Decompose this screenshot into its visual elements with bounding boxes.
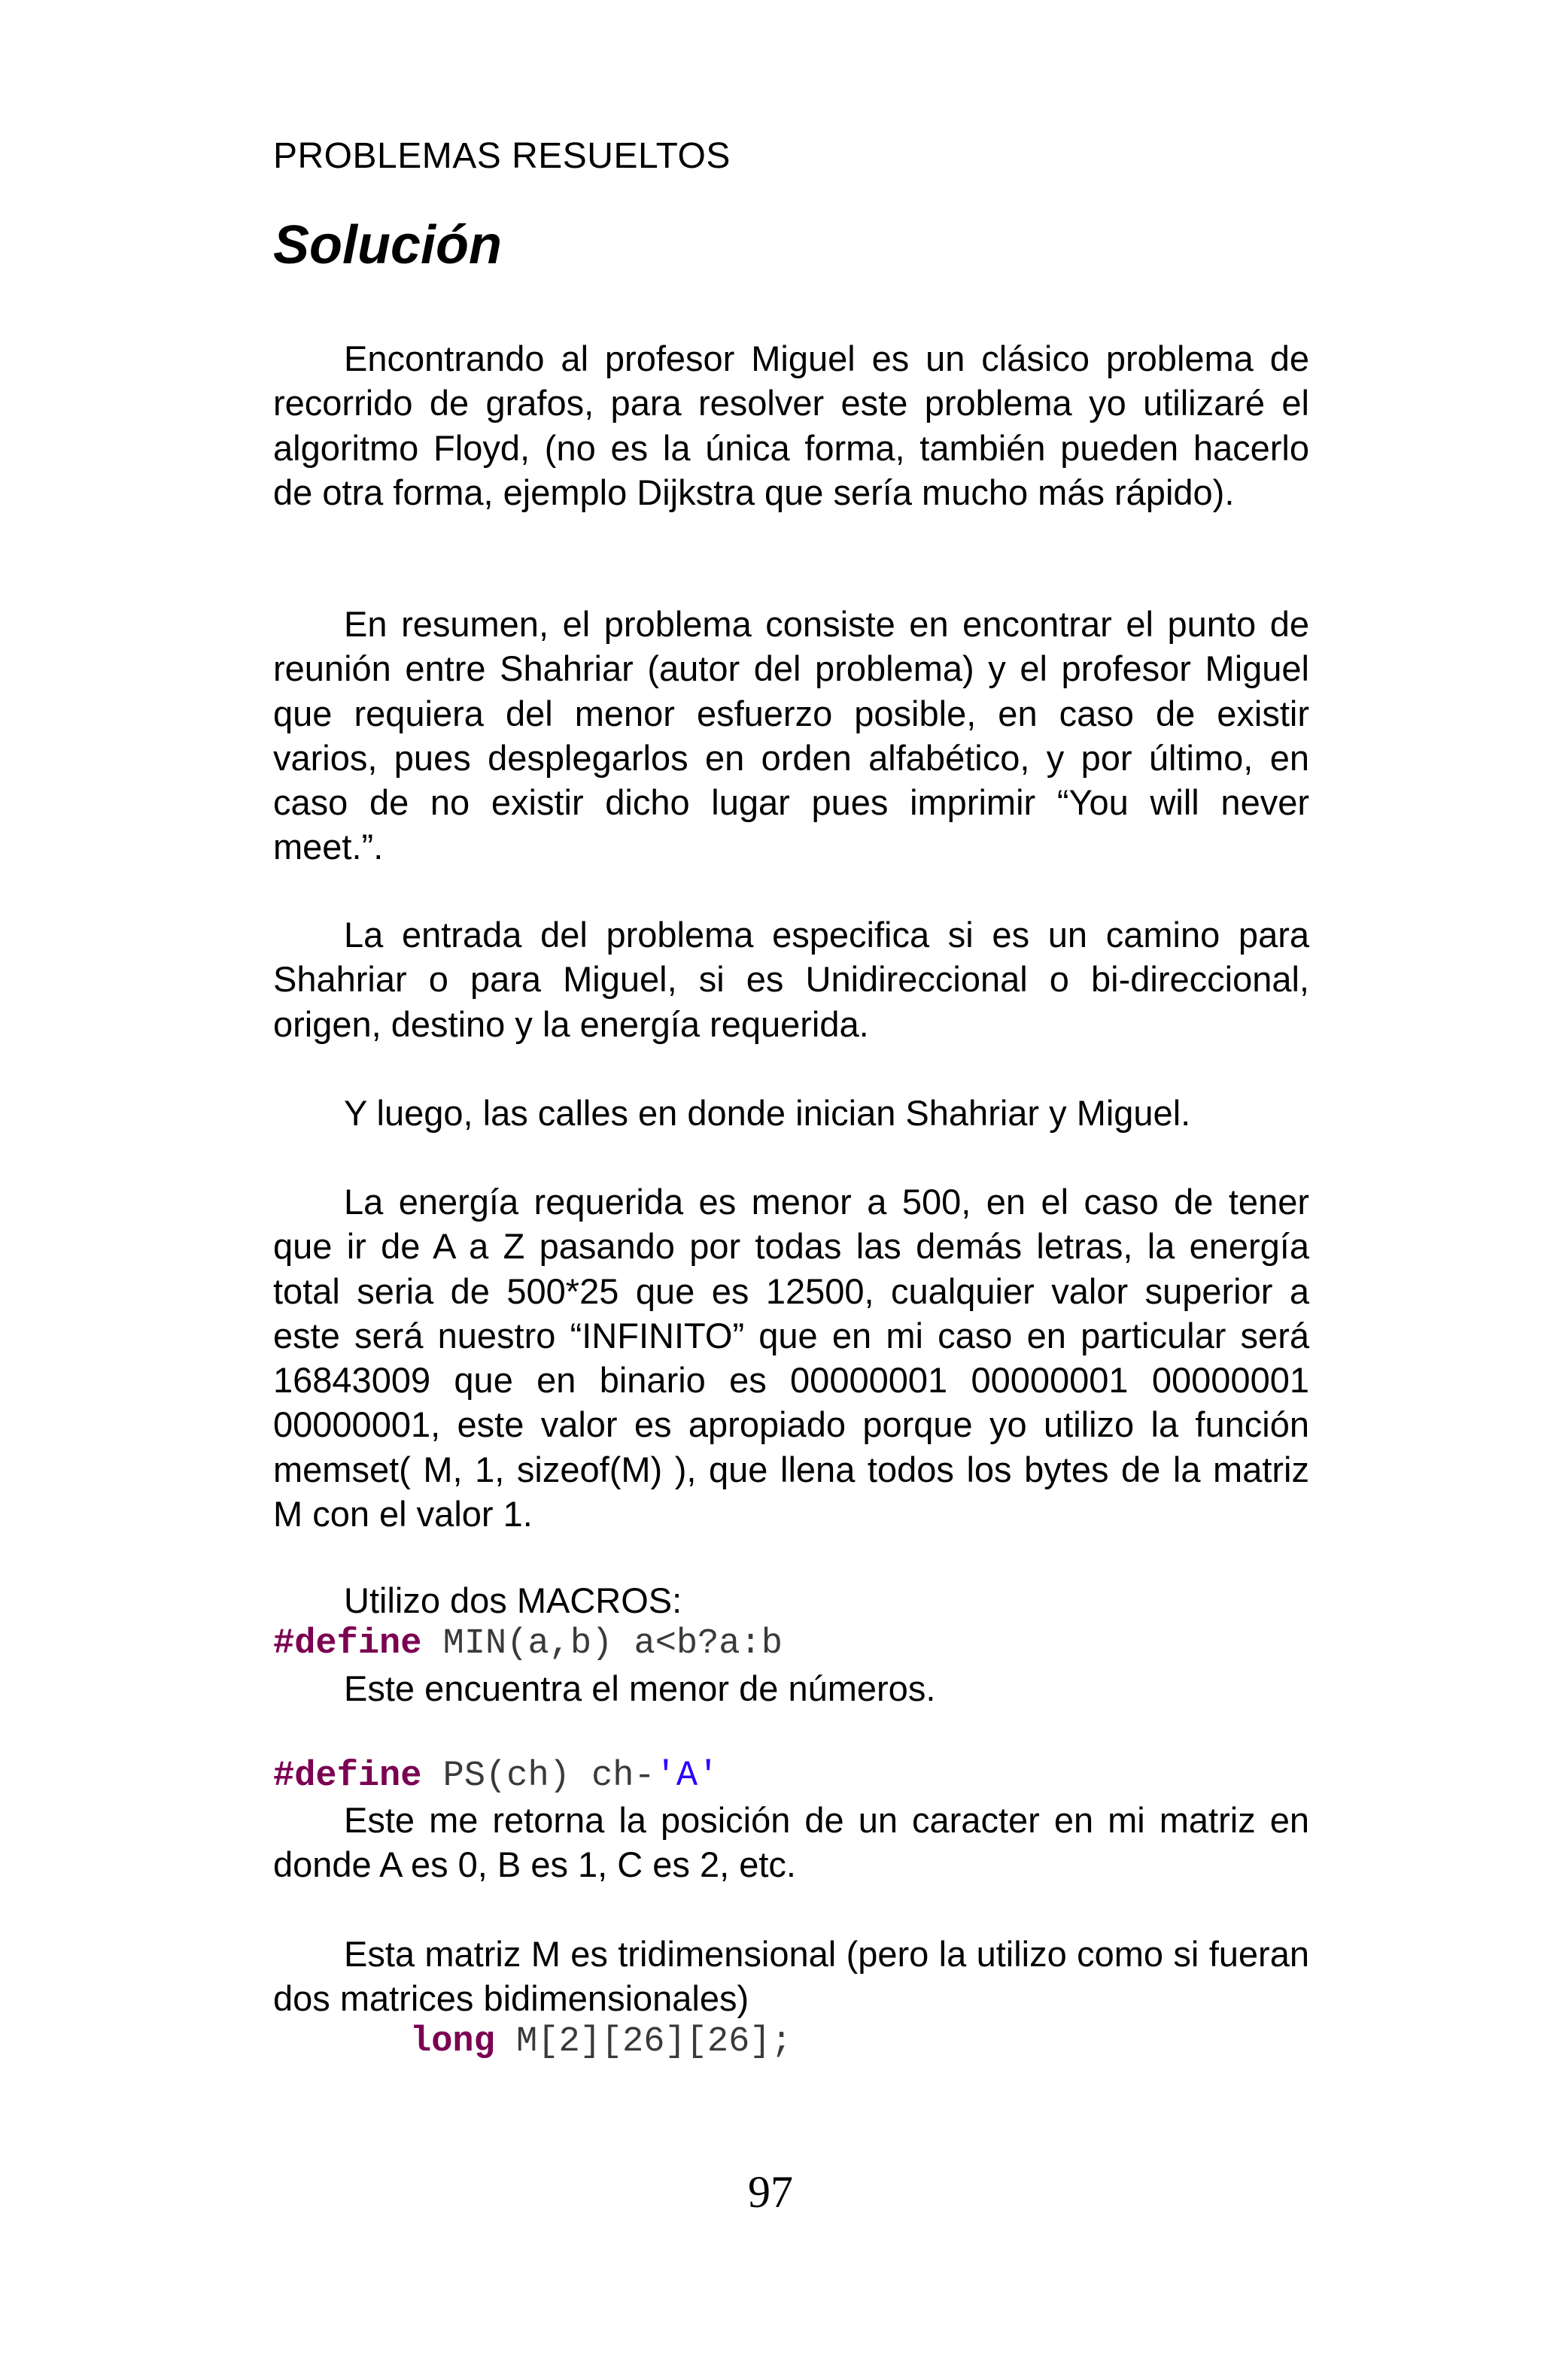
paragraph-streets: Y luego, las calles en donde inician Shahriar y Miguel.: [344, 1093, 1191, 1133]
code-keyword: #define: [273, 1624, 422, 1664]
code-text: M[2][26][26];: [494, 2022, 792, 2062]
paragraph-matrix: Esta matriz M es tridimensional (pero la utilizo como si fueran dos matrices bidimensionales): [273, 1934, 1309, 2019]
paragraph-summary: En resumen, el problema consiste en encontrar el punto de reunión entre Shahriar (autor del problema) y el profesor Miguel que requiera del menor esfuerzo posible, en caso de existir varios, pues desplegarlos en orden alfabético, y por último, en caso de no existir dicho lugar pues imprimir “You will never meet.”.: [273, 604, 1309, 867]
paragraph-intro: Encontrando al profesor Miguel es un clásico problema de recorrido de grafos, para resolver este problema yo utilizaré el algoritmo Floyd, (no es la única forma, también pueden hacerlo de otra forma, ejemplo Dijkstra que sería mucho más rápido).: [273, 338, 1309, 512]
running-header: PROBLEMAS RESUELTOS: [273, 136, 731, 176]
code-matrix-declaration: [410, 2020, 792, 2064]
code-string: 'A': [655, 1756, 719, 1796]
code-text: PS(ch) ch-: [421, 1756, 655, 1796]
paragraph-min-desc: Este encuentra el menor de números.: [344, 1668, 936, 1708]
code-macro-min: [273, 1622, 783, 1666]
paragraph-energy: La energía requerida es menor a 500, en el caso de tener que ir de A a Z pasando por todas las demás letras, la energía total seria de 500*25 que es 12500, cualquier valor superior a este será nuestro “INFINITO” que en mi caso en particular será 16843009 que en binario es 00000001 00000001 00000001 00000001, este valor es apropiado porque yo utilizo la función memset( M, 1, sizeof(M) ), que llena todos los bytes de la matriz M con el valor 1.: [273, 1182, 1309, 1535]
code-text: MIN(a,b) a<b?a:b: [421, 1624, 783, 1664]
code-keyword: long: [410, 2022, 495, 2062]
paragraph-macros-intro: Utilizo dos MACROS:: [344, 1580, 682, 1620]
code-keyword: #define: [273, 1756, 422, 1796]
page-number: 97: [748, 2167, 793, 2217]
paragraph-input: La entrada del problema especifica si es un camino para Shahriar o para Miguel, si es Unidireccional o bi-direccional, origen, destino y la energía requerida.: [273, 915, 1309, 1044]
section-title: Solución: [273, 215, 502, 275]
code-macro-ps: [273, 1754, 719, 1799]
paragraph-ps-desc: Este me retorna la posición de un caracter en mi matriz en donde A es 0, B es 1, C es 2, etc.: [273, 1800, 1309, 1885]
